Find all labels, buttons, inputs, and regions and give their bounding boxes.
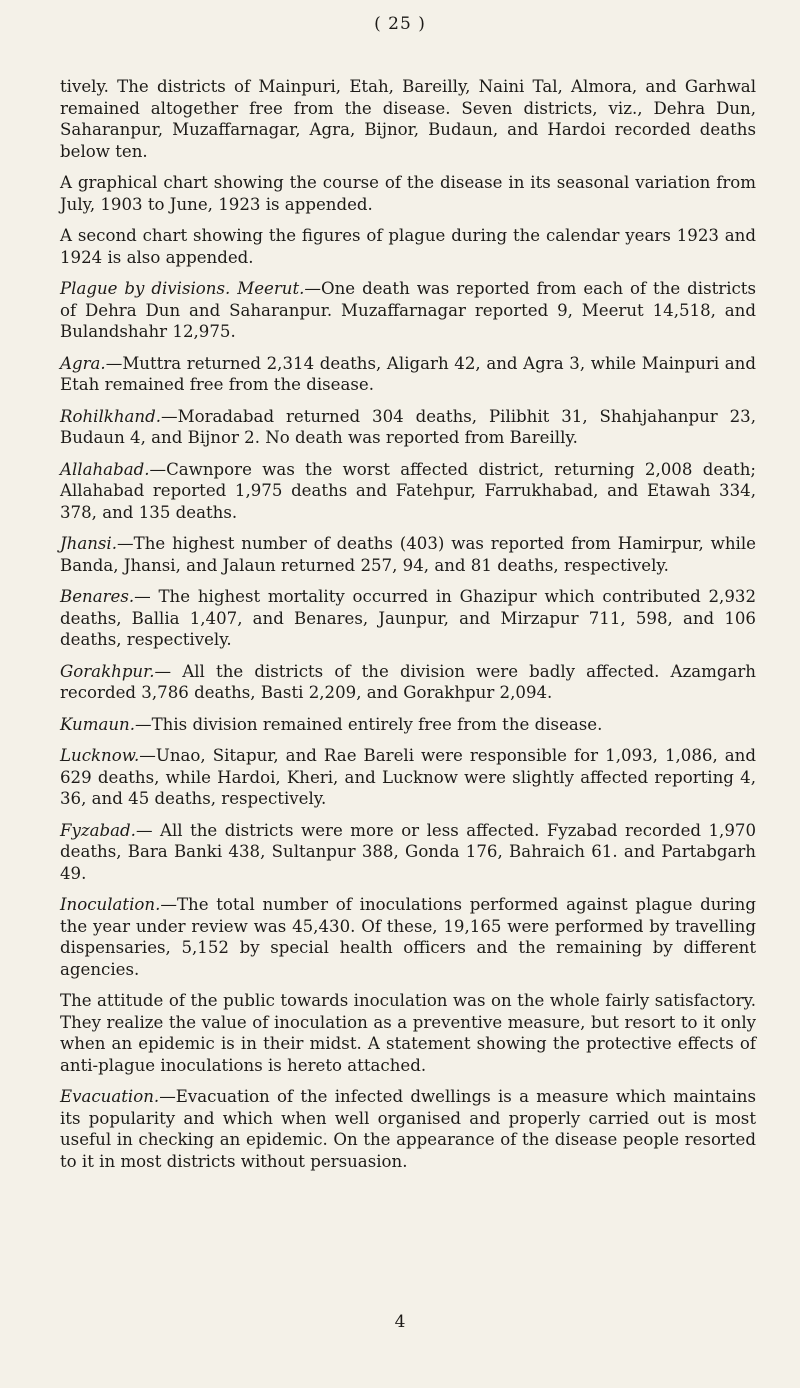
paragraph-text: —Cawnpore was the worst affected district, returning 2,008 death; Allahabad reported 1,975 deaths and Fatehpur, Farrukhabad, and Etawah 334, 378, and 135 deaths. bbox=[60, 459, 756, 522]
paragraph-text: —One death was reported from each of the districts of Dehra Dun and Saharanpur. Muzaffarnagar reported 9, Meerut 14,518, and Bulandshahr 12,975. bbox=[60, 279, 756, 341]
paragraph-text: A second chart showing the figures of plague during the calendar years 1923 and 1924 is also appended. bbox=[60, 226, 756, 267]
paragraph-text: —This division remained entirely free from the disease. bbox=[135, 714, 603, 734]
paragraph bbox=[60, 406, 756, 449]
paragraph-heading: Allahabad. bbox=[60, 459, 150, 479]
paragraph-text: tively. The districts of Mainpuri, Etah, Bareilly, Naini Tal, Almora, and Garhwal remained altogether free from the disease. Seven districts, viz., Dehra Dun, Saharanpur, Muzaffarnagar, Agra, Bijnor, Budaun, and Hardoi recorded deaths below ten. bbox=[60, 77, 756, 161]
paragraph-text: — All the districts of the division were badly affected. Azamgarh recorded 3,786 deaths, Basti 2,209, and Gorakhpur 2,094. bbox=[60, 661, 756, 702]
paragraph bbox=[60, 278, 756, 343]
paragraph bbox=[60, 459, 756, 524]
paragraph bbox=[60, 225, 756, 268]
paragraph bbox=[60, 714, 756, 736]
paragraph-text: —Moradabad returned 304 deaths, Pilibhit 31, Shahjahanpur 23, Budaun 4, and Bijnor 2. No death was reported from Bareilly. bbox=[60, 406, 756, 447]
paragraph bbox=[60, 820, 756, 885]
paragraph-heading: Lucknow. bbox=[60, 746, 140, 765]
paragraph-text: —Unao, Sitapur, and Rae Bareli were responsible for 1,093, 1,086, and 629 deaths, while Hardoi, Kheri, and Lucknow were slightly affected reporting 4, 36, and 45 deaths, respectively. bbox=[60, 746, 756, 808]
paragraph-heading: Kumaun. bbox=[60, 714, 135, 734]
paragraph-heading: Inoculation. bbox=[60, 895, 161, 914]
paragraph-heading: Jhansi. bbox=[60, 534, 118, 553]
paragraph bbox=[60, 745, 756, 810]
paragraph-text: The attitude of the public towards inoculation was on the whole fairly satisfactory. They realize the value of inoculation as a preventive measure, but resort to it only when an epidemic is in their midst. A statement showing the protective effects of anti-plague inoculations is hereto attached. bbox=[60, 991, 756, 1075]
paragraph-heading: Rohilkhand. bbox=[60, 406, 162, 426]
paragraph bbox=[60, 353, 756, 396]
paragraph bbox=[60, 586, 756, 651]
paragraph-text: A graphical chart showing the course of the disease in its seasonal variation from July, 1903 to June, 1923 is appended. bbox=[60, 173, 756, 214]
paragraph-text: —Muttra returned 2,314 deaths, Aligarh 42, and Agra 3, while Mainpuri and Etah remained free from the disease. bbox=[60, 353, 756, 394]
paragraph-heading: Evacuation. bbox=[60, 1087, 160, 1106]
paragraph-heading: Plague by divisions. Meerut. bbox=[60, 279, 305, 298]
paragraph-heading: Fyzabad. bbox=[60, 820, 136, 840]
paragraph bbox=[60, 894, 756, 980]
paragraph-text: — The highest mortality occurred in Ghazipur which contributed 2,932 deaths, Ballia 1,407, and Benares, Jaunpur, and Mirzapur 711, 598, and 106 deaths, respectively. bbox=[60, 587, 756, 649]
paragraph bbox=[60, 533, 756, 576]
document-body bbox=[60, 76, 756, 1172]
paragraph bbox=[60, 661, 756, 704]
signature-mark: 4 bbox=[394, 1312, 406, 1332]
paragraph-text: —Evacuation of the infected dwellings is a measure which maintains its popularity and which when well organised and properly carried out is most useful in checking an epidemic. On the appearance of the disease people resorted to it in most districts without persuasion. bbox=[60, 1087, 756, 1171]
page-number: ( 25 ) bbox=[374, 14, 426, 34]
paragraph-heading: Benares. bbox=[60, 587, 135, 606]
paragraph-heading: Gorakhpur. bbox=[60, 661, 155, 681]
paragraph-text: —The highest number of deaths (403) was reported from Hamirpur, while Banda, Jhansi, and Jalaun returned 257, 94, and 81 deaths, respectively. bbox=[60, 534, 756, 575]
paragraph bbox=[60, 1086, 756, 1172]
paragraph-heading: Agra. bbox=[60, 353, 106, 373]
paragraph bbox=[60, 990, 756, 1076]
paragraph-text: —The total number of inoculations performed against plague during the year under review was 45,430. Of these, 19,165 were performed by travelling dispensaries, 5,152 by special health officers and the remaining by different agencies. bbox=[60, 895, 756, 979]
paragraph-text: — All the districts were more or less affected. Fyzabad recorded 1,970 deaths, Bara Banki 438, Sultanpur 388, Gonda 176, Bahraich 61. and Partabgarh 49. bbox=[60, 820, 756, 883]
paragraph bbox=[60, 76, 756, 162]
paragraph bbox=[60, 172, 756, 215]
